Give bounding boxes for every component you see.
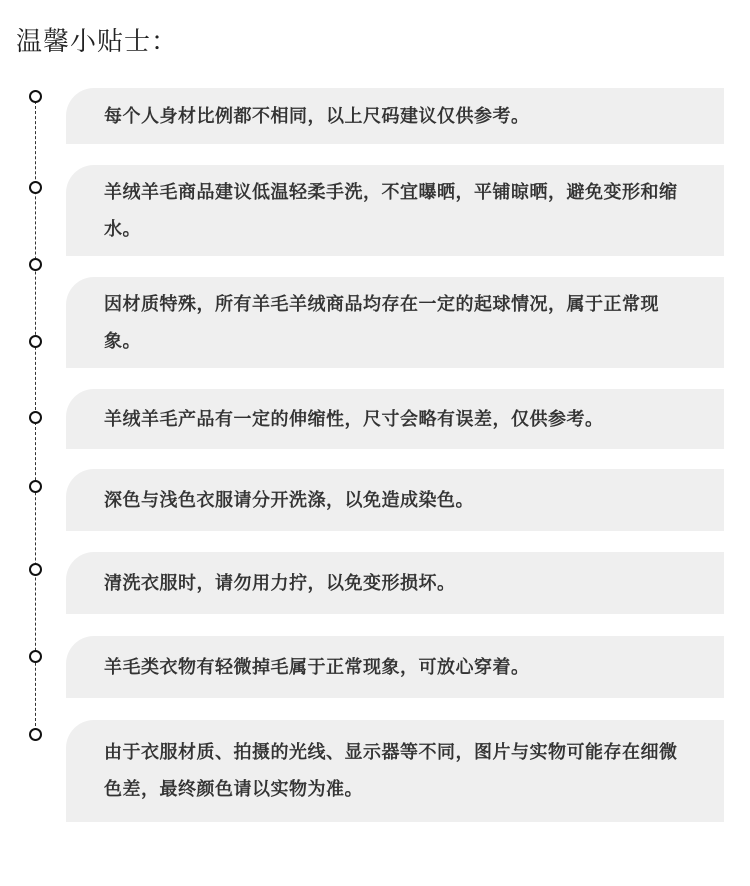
page-title: 温馨小贴士： bbox=[16, 27, 179, 57]
tip-text: 羊毛类衣物有轻微掉毛属于正常现象，可放心穿着。 bbox=[104, 656, 530, 678]
tip-text: 羊绒羊毛产品有一定的伸缩性，尺寸会略有误差，仅供参考。 bbox=[104, 408, 604, 430]
timeline-dot-icon bbox=[29, 728, 42, 741]
timeline-dot-icon bbox=[29, 90, 42, 103]
tip-card bbox=[66, 720, 724, 822]
timeline-dot-icon bbox=[29, 258, 42, 271]
tip-text: 羊绒羊毛商品建议低温轻柔手洗，不宜曝晒，平铺晾晒，避免变形和缩水。 bbox=[104, 181, 678, 240]
tip-card bbox=[66, 88, 724, 144]
tip-text: 每个人身材比例都不相同，以上尺码建议仅供参考。 bbox=[104, 105, 530, 127]
tip-text: 清洗衣服时，请勿用力拧，以免变形损坏。 bbox=[104, 572, 456, 594]
timeline-dot-icon bbox=[29, 650, 42, 663]
tip-text: 深色与浅色衣服请分开洗涤，以免造成染色。 bbox=[104, 489, 474, 511]
tip-card bbox=[66, 389, 724, 449]
tip-card bbox=[66, 469, 724, 531]
timeline-dot-icon bbox=[29, 335, 42, 348]
tip-text: 由于衣服材质、拍摄的光线、显示器等不同，图片与实物可能存在细微色差，最终颜色请以实物为准。 bbox=[104, 742, 678, 800]
timeline-dot-icon bbox=[29, 181, 42, 194]
tip-card bbox=[66, 277, 724, 368]
tip-text: 因材质特殊，所有羊毛羊绒商品均存在一定的起球情况，属于正常现象。 bbox=[104, 293, 659, 352]
timeline-dot-icon bbox=[29, 563, 42, 576]
tip-card bbox=[66, 552, 724, 614]
timeline-dot-icon bbox=[29, 480, 42, 493]
tip-card bbox=[66, 636, 724, 698]
tip-card bbox=[66, 165, 724, 256]
timeline-dot-icon bbox=[29, 411, 42, 424]
